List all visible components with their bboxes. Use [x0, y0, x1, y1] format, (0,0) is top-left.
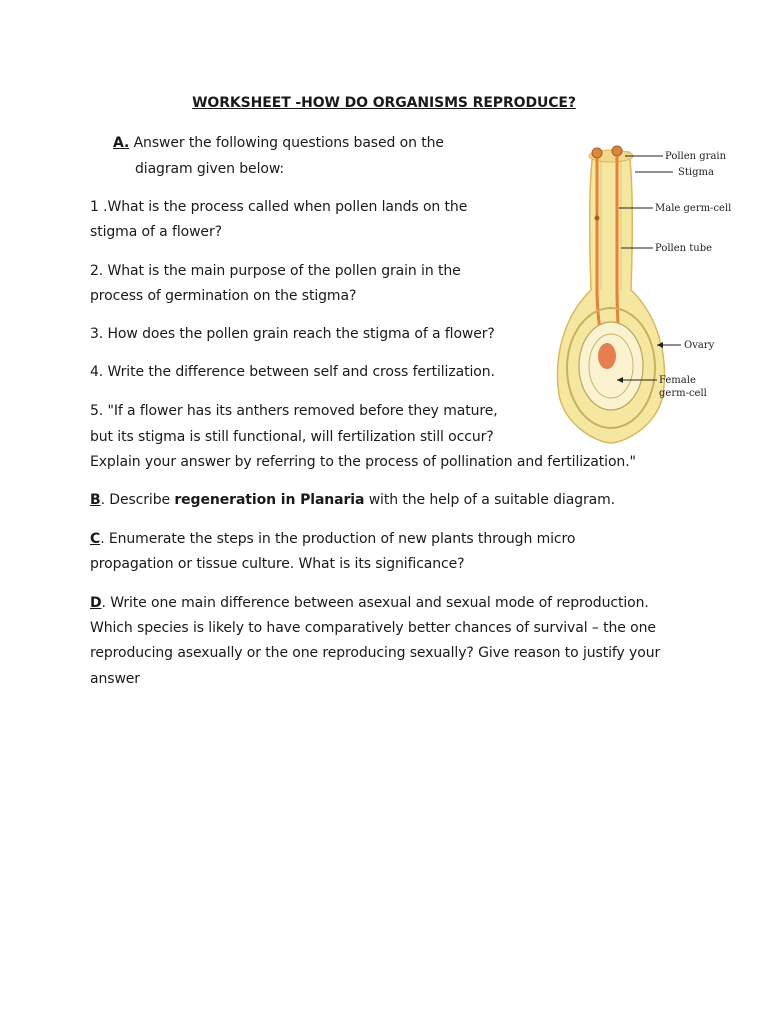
pollen-grain-left-icon [592, 148, 602, 158]
label-stigma: Stigma [678, 167, 714, 178]
pistil-diagram [545, 140, 765, 445]
question-5-line3: Explain your answer by referring to the process of pollination and fertilization." [90, 454, 636, 470]
label-female: Female [659, 375, 696, 386]
section-d-line1 [90, 593, 649, 613]
question-2-line2: process of germination on the stigma? [90, 288, 357, 304]
female-germ-cell [598, 343, 616, 369]
label-pollen-grain: Pollen grain [665, 151, 727, 162]
question-3: 3. How does the pollen grain reach the stigma of a flower? [90, 326, 495, 342]
section-b-post: with the help of a suitable diagram. [364, 492, 616, 508]
section-d-line4: answer [90, 671, 140, 687]
section-d-line1-text: . Write one main difference between asexual and sexual mode of reproduction. [101, 595, 649, 611]
question-5-line2: but its stigma is still functional, will fertilization still occur? [90, 429, 494, 445]
section-c-line2: propagation or tissue culture. What is its significance? [90, 556, 465, 572]
pollen-grain-right-icon [612, 146, 622, 156]
male-germ-cell-dot [595, 216, 600, 221]
question-4: 4. Write the difference between self and cross fertilization. [90, 364, 495, 380]
section-a-intro [113, 133, 444, 153]
label-germ-cell: germ-cell [659, 388, 707, 399]
section-d-line3: reproducing asexually or the one reproducing sexually? Give reason to justify your [90, 645, 661, 661]
section-c-label: C [90, 531, 101, 547]
section-d-line2: Which species is likely to have comparatively better chances of survival – the one [90, 620, 656, 636]
section-c-line1 [90, 529, 575, 549]
section-c-line1-text: . Enumerate the steps in the production of new plants through micro [100, 531, 576, 547]
section-a-intro-line2: diagram given below: [135, 161, 285, 177]
label-pollen-tube: Pollen tube [655, 243, 713, 254]
section-a-label: A. [113, 135, 130, 151]
section-b [90, 490, 615, 510]
question-2-line1: 2. What is the main purpose of the pollen grain in the [90, 263, 461, 279]
label-male-germ-cell: Male germ-cell [655, 203, 732, 214]
question-1-line2: stigma of a flower? [90, 224, 222, 240]
section-b-bold: regeneration in Planaria [174, 492, 365, 508]
question-5-line1: 5. "If a flower has its anthers removed before they mature, [90, 403, 498, 419]
section-a-intro-line1: Answer the following questions based on the [133, 135, 444, 151]
section-b-pre: . Describe [100, 492, 175, 508]
page-title: WORKSHEET -HOW DO ORGANISMS REPRODUCE? [192, 95, 576, 111]
label-ovary: Ovary [684, 340, 715, 351]
question-1-line1: 1 .What is the process called when pollen lands on the [90, 199, 468, 215]
section-d-label: D [90, 595, 102, 611]
section-b-label: B [90, 492, 101, 508]
